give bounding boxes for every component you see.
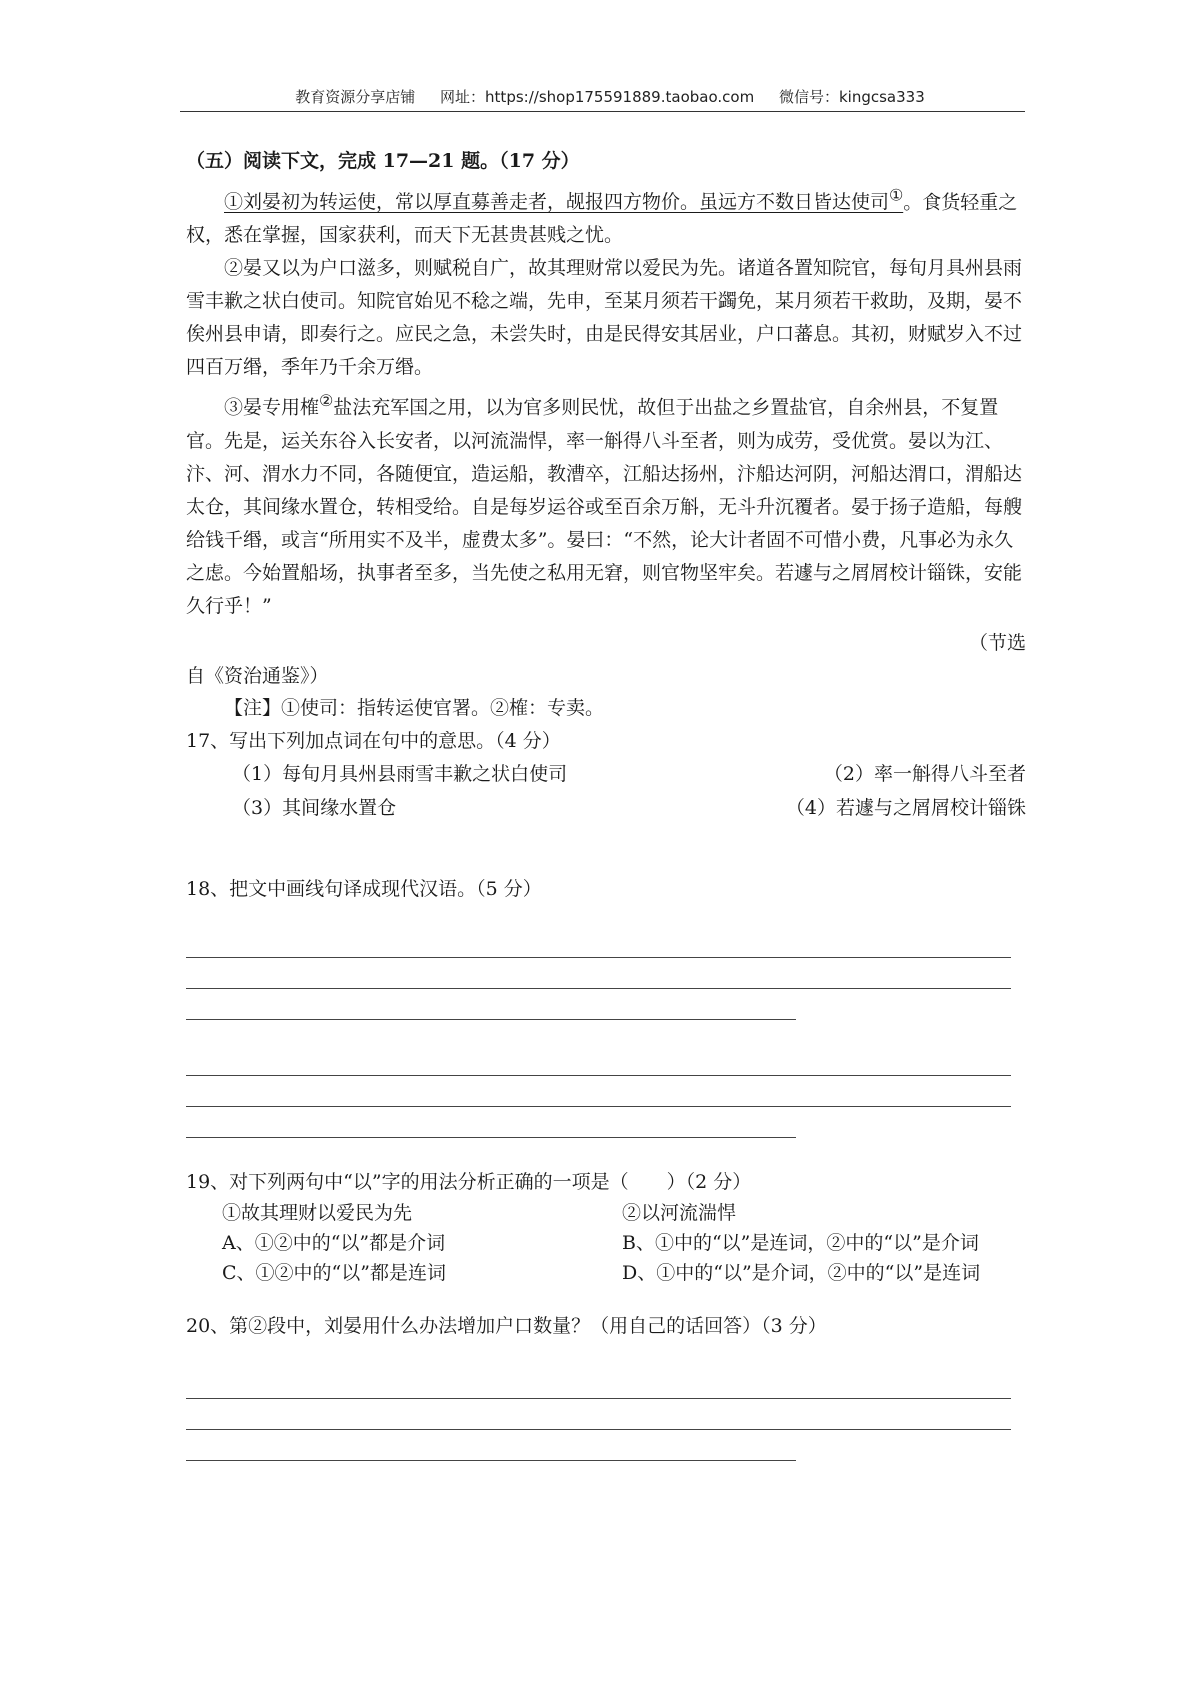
q17-item-3: （3）其间缘水置仓 bbox=[232, 796, 397, 819]
underlined-sentence: ①刘晏初为转运使，常以厚直募善走者，觇报四方物价。虽远方不数日皆达使司① bbox=[224, 186, 904, 214]
answer-line[interactable] bbox=[186, 989, 796, 1020]
q19-option-a[interactable]: A、①②中的“以”都是介词 bbox=[222, 1231, 446, 1254]
source-citation-b: 自《资治通鉴》） bbox=[186, 664, 329, 687]
passage-paragraph-3: ③晏专用榷②盐法充军国之用，以为官多则民忧，故但于出盐之乡置盐官，自余州县，不复置官。先是，运关东谷入长安者，以河流湍悍，率一斛得八斗至者，则为成劳，受优赏。晏以为江、汴、河、渭水力不同，各随便宜，造运船，教漕卒，江船达扬州，汴船达河阴，河船达渭口，渭船达太仓，其间缘水置仓，转相受给。自是每岁运谷或至百余万斛，无斗升沉覆者。晏于扬子造船，每艘给钱千缗，或言“所用实不及半，虚费太多”。晏曰：“不然，论大计者固不可惜小费，凡事必为永久之虑。今始置船场，执事者至多，当先使之私用无窘，则官物坚牢矣。若遽与之屑屑校计锱铢，安能久行乎！” bbox=[186, 391, 1023, 617]
answer-line[interactable] bbox=[186, 1107, 796, 1138]
answer-line[interactable] bbox=[186, 1368, 1011, 1399]
q19-option-d[interactable]: D、①中的“以”是介词，②中的“以”是连词 bbox=[622, 1261, 981, 1284]
answer-line[interactable] bbox=[186, 1076, 1011, 1107]
q20-answer-area[interactable] bbox=[186, 1368, 1026, 1461]
answer-line[interactable] bbox=[186, 1430, 796, 1461]
answer-line[interactable] bbox=[186, 958, 1011, 989]
q18-answer-area-1[interactable] bbox=[186, 927, 1026, 1020]
source-citation-a: （节选 bbox=[968, 631, 1026, 654]
question-17-row-2 bbox=[186, 791, 1026, 825]
footnote-marker-2: ② bbox=[319, 391, 334, 411]
q19-sentence-2: ②以河流湍悍 bbox=[622, 1201, 737, 1224]
q19-sentence-1: ①故其理财以爱民为先 bbox=[222, 1201, 413, 1224]
question-18-stem: 18、把文中画线句译成现代汉语。（5 分） bbox=[186, 877, 542, 900]
passage-paragraph-2: ②晏又以为户口滋多，则赋税自广，故其理财常以爱民为先。诸道各置知院官，每旬月具州县雨雪丰歉之状白使司。知院官始见不稔之端，先申，至某月须若干蠲免，某月须若干救助，及期，晏不俟州县申请，即奏行之。应民之急，未尝失时，由是民得安其居业，户口蕃息。其初，财赋岁入不过四百万缗，季年乃千余万缗。 bbox=[186, 257, 1023, 379]
answer-line[interactable] bbox=[186, 1399, 1011, 1430]
page-header bbox=[180, 86, 1040, 107]
footnotes: 【注】①使司：指转运使官署。②榷：专卖。 bbox=[224, 696, 605, 719]
q19-option-b[interactable]: B、①中的“以”是连词，②中的“以”是介词 bbox=[622, 1231, 979, 1254]
question-20-stem: 20、第②段中，刘晏用什么办法增加户口数量？（用自己的话回答）（3 分） bbox=[186, 1314, 827, 1337]
wechat-id: 微信号：kingcsa333 bbox=[778, 88, 925, 106]
footnote-marker-1: ① bbox=[889, 186, 904, 205]
q17-item-2: （2）率一斛得八斗至者 bbox=[823, 762, 1026, 785]
question-17-stem: 17、写出下列加点词在句中的意思。（4 分） bbox=[186, 729, 561, 752]
passage-paragraph-1: ①刘晏初为转运使，常以厚直募善走者，觇报四方物价。虽远方不数日皆达使司①。食货轻重之权，悉在掌握，国家获利，而天下无甚贵甚贱之忧。 bbox=[186, 186, 1018, 247]
q19-sentences bbox=[186, 1198, 1026, 1228]
question-19-stem: 19、对下列两句中“以”字的用法分析正确的一项是（ ）（2 分） bbox=[186, 1170, 752, 1193]
q17-item-1: （1）每旬月具州县雨雪丰歉之状白使司 bbox=[232, 762, 568, 785]
q18-answer-area-2[interactable] bbox=[186, 1045, 1026, 1138]
q19-option-c[interactable]: C、①②中的“以”都是连词 bbox=[222, 1261, 446, 1284]
shop-url: 网址：https://shop175591889.taobao.com bbox=[440, 88, 755, 106]
document-body bbox=[186, 146, 1026, 1461]
answer-line[interactable] bbox=[186, 927, 1011, 958]
header-divider bbox=[180, 111, 1025, 112]
answer-line[interactable] bbox=[186, 1045, 1011, 1076]
q19-options-row-2 bbox=[186, 1258, 1026, 1288]
shop-name: 教育资源分享店铺 bbox=[295, 88, 416, 106]
section-title: （五）阅读下文，完成 17—21 题。（17 分） bbox=[186, 150, 580, 172]
question-17-row-1 bbox=[186, 757, 1026, 791]
q19-options-row-1 bbox=[186, 1228, 1026, 1258]
q17-item-4: （4）若遽与之屑屑校计锱铢 bbox=[785, 796, 1026, 819]
